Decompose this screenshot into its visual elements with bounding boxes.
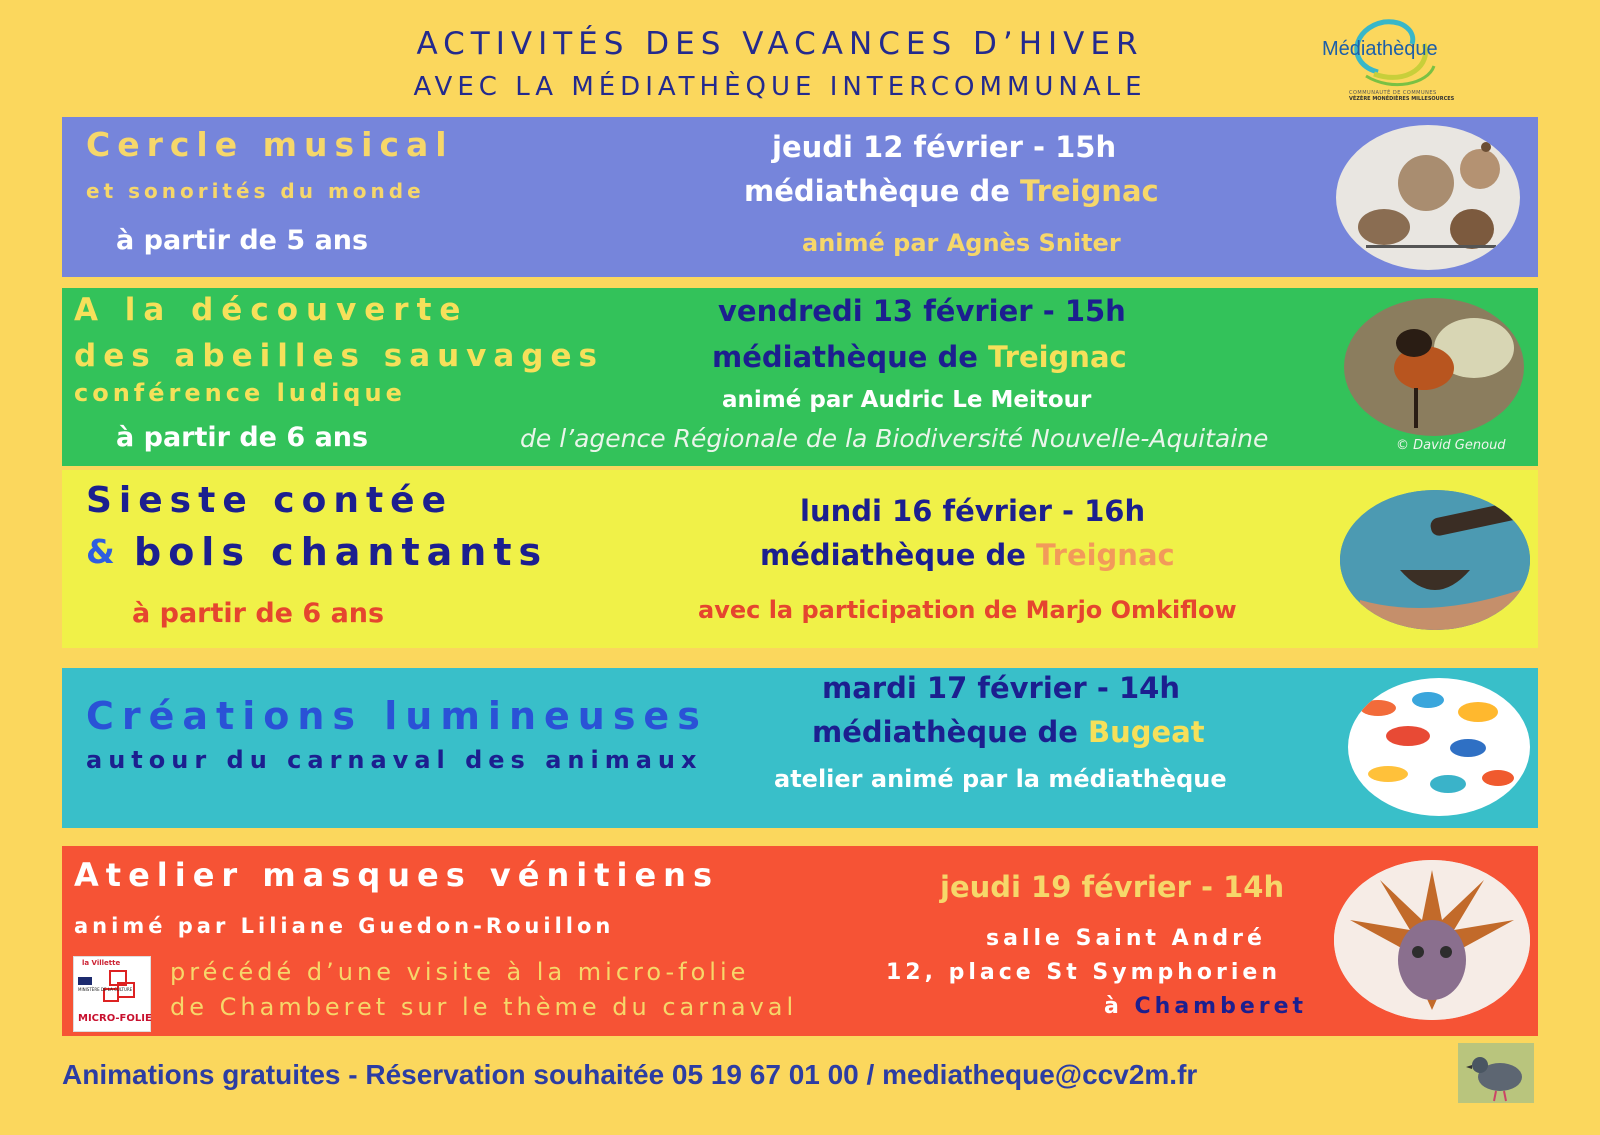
- event-note-line1: précédé d’une visite à la micro-folie: [170, 958, 750, 986]
- pigeon-photo: [1458, 1043, 1534, 1103]
- event-title-line2: bols chantants: [134, 530, 549, 574]
- drums-icon: [1336, 125, 1520, 270]
- event-title-amp: &: [86, 532, 115, 571]
- place-town: Treignac: [988, 340, 1127, 374]
- event-date: mardi 17 février - 14h: [822, 671, 1180, 705]
- event-date: jeudi 12 février - 15h: [772, 130, 1117, 164]
- pigeon-icon: [1458, 1043, 1534, 1103]
- event-band-abeilles: [62, 288, 1538, 466]
- event-title: Atelier masques vénitiens: [74, 856, 719, 894]
- place-town: Treignac: [1036, 538, 1175, 572]
- event-host: avec la participation de Marjo Omkiflow: [698, 596, 1237, 624]
- event-title-line2: des abeilles sauvages: [74, 338, 604, 374]
- event-place: [712, 340, 1127, 374]
- event-band-cercle-musical: [62, 117, 1538, 277]
- photo-credit: © David Genoud: [1396, 438, 1506, 453]
- event-title: Créations lumineuses: [86, 694, 708, 738]
- event-date: lundi 16 février - 16h: [800, 494, 1146, 528]
- event-address-line2: 12, place St Symphorien: [886, 960, 1282, 985]
- event-date: jeudi 19 février - 14h: [940, 870, 1285, 904]
- logo-text: Médiathèque: [1322, 38, 1438, 60]
- place-town: Treignac: [1020, 174, 1159, 208]
- singing-bowl-icon: [1340, 490, 1530, 630]
- event-host: atelier animé par la médiathèque: [774, 765, 1227, 793]
- event-age: à partir de 5 ans: [116, 225, 369, 256]
- event-band-sieste-contee: [62, 470, 1538, 648]
- badge-micro-folie: MICRO-FOLIE: [78, 1013, 152, 1024]
- event-band-masques-venitiens: [62, 846, 1538, 1036]
- event-title: Cercle musical: [86, 125, 454, 164]
- footer-contact: Animations gratuites - Réservation souhaitée 05 19 67 01 00 / mediatheque@ccv2m.fr: [62, 1059, 1198, 1090]
- event-date: vendredi 13 février - 15h: [718, 294, 1126, 328]
- event-age: à partir de 6 ans: [132, 598, 385, 629]
- poster-subtitle: AVEC LA MÉDIATHÈQUE INTERCOMMUNALE: [413, 72, 1147, 102]
- place-town: Bugeat: [1088, 715, 1205, 749]
- place-prefix: médiathèque de: [760, 538, 1026, 572]
- event-subtitle: conférence ludique: [74, 379, 406, 407]
- singing-bowl-photo: [1340, 490, 1530, 630]
- poster-title: ACTIVITÉS DES VACANCES D’HIVER: [416, 26, 1144, 62]
- event-age: à partir de 6 ans: [116, 422, 369, 453]
- place-prefix: médiathèque de: [744, 174, 1010, 208]
- logo-subtext-2: VÉZÈRE MONÉDIÈRES MILLESOURCES: [1349, 96, 1455, 102]
- event-place: [744, 174, 1159, 208]
- fish-illustration: [1348, 678, 1530, 816]
- event-title-line1: Sieste contée: [86, 480, 454, 521]
- drums-photo: [1336, 125, 1520, 270]
- event-host: animé par Audric Le Meitour: [722, 387, 1092, 413]
- event-subtitle: et sonorités du monde: [86, 179, 425, 203]
- place-prefix: médiathèque de: [712, 340, 978, 374]
- micro-folie-badge: [73, 956, 151, 1032]
- fish-icon: [1348, 678, 1530, 816]
- event-note-line2: de Chamberet sur le thème du carnaval: [170, 993, 798, 1021]
- event-address-town: [1104, 994, 1307, 1019]
- event-host: animé par Agnès Sniter: [802, 229, 1121, 257]
- mask-icon: [1334, 860, 1530, 1020]
- place-prefix: médiathèque de: [812, 715, 1078, 749]
- badge-villette: la Villette: [82, 959, 121, 967]
- event-subtitle: autour du carnaval des animaux: [86, 746, 703, 774]
- mediatheque-logo: [1316, 14, 1476, 104]
- logo-subtext: COMMUNAUTÉ DE COMMUNES: [1349, 90, 1437, 96]
- event-band-creations-lumineuses: [62, 668, 1538, 828]
- event-place: [760, 538, 1175, 572]
- venetian-mask-photo: [1334, 860, 1530, 1020]
- address-town: Chamberet: [1134, 994, 1308, 1019]
- event-place: [812, 715, 1205, 749]
- event-host: animé par Liliane Guedon-Rouillon: [74, 914, 615, 938]
- address-prefix: à: [1104, 994, 1123, 1019]
- bee-icon: [1344, 298, 1524, 436]
- event-host-org: de l’agence Régionale de la Biodiversité Nouvelle-Aquitaine: [520, 424, 1269, 453]
- event-address-line1: salle Saint André: [986, 926, 1266, 951]
- badge-ministry: MINISTÈRE DE LA CULTURE: [78, 987, 133, 992]
- bee-photo: [1344, 298, 1524, 436]
- event-title-line1: A la découverte: [74, 292, 469, 328]
